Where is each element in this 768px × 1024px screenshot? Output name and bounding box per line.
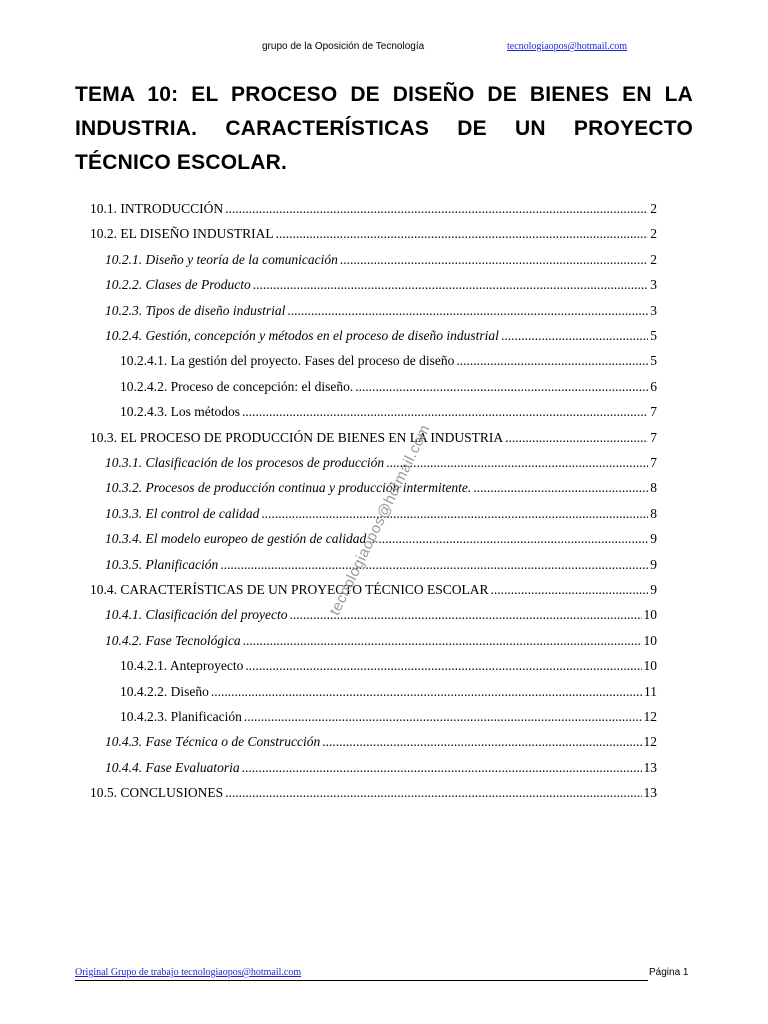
toc-entry-page: 7 — [650, 404, 657, 420]
toc-entry-page: 12 — [643, 734, 657, 750]
toc-entry-page: 7 — [650, 455, 657, 470]
toc-entry-label: 10.4.2.2. Diseño — [120, 683, 209, 699]
toc-dot-leader — [211, 679, 642, 704]
toc-dot-leader — [386, 450, 648, 475]
toc-entry-page: 9 — [650, 531, 657, 547]
toc-entry-page: 5 — [650, 353, 657, 369]
toc-entry-label: 10.2.4.2. Proceso de concepción: el diseño. — [120, 378, 354, 394]
toc-dot-leader — [225, 780, 641, 805]
toc-dot-leader — [242, 399, 648, 424]
toc-entry-label: 10.2.2. Clases de Producto — [105, 277, 251, 293]
toc-entry[interactable] — [105, 450, 657, 475]
toc-dot-leader — [340, 247, 648, 272]
toc-entry[interactable] — [90, 577, 657, 602]
toc-entry[interactable] — [105, 755, 657, 780]
toc-entry-page: 10 — [643, 607, 657, 623]
toc-entry[interactable] — [120, 348, 657, 373]
toc-entry[interactable] — [120, 374, 657, 399]
toc-entry[interactable] — [105, 298, 657, 323]
footer-source-link[interactable]: Original Grupo de trabajo tecnologiaopos@hotmail.com — [75, 967, 302, 978]
toc-entry-page: 13 — [643, 785, 657, 801]
toc-entry-page: 6 — [650, 378, 657, 394]
toc-entry-label: 10.3.2. Procesos de producción continua y producción intermitente. — [105, 480, 472, 496]
toc-entry-page: 9 — [650, 582, 657, 597]
toc-entry[interactable] — [120, 704, 657, 729]
toc-dot-leader — [244, 704, 642, 729]
toc-dot-leader — [473, 475, 648, 500]
toc-dot-leader — [276, 221, 649, 246]
toc-entry[interactable] — [90, 425, 657, 450]
toc-entry[interactable] — [120, 399, 657, 424]
toc-entry-label: 10.5. CONCLUSIONES — [90, 785, 224, 801]
toc-entry-page: 8 — [650, 505, 657, 521]
toc-entry[interactable] — [105, 602, 657, 627]
toc-entry-label: 10.4.1. Clasificación del proyecto — [105, 607, 288, 623]
toc-entry-label: 10.4.2. Fase Tecnológica — [105, 632, 241, 648]
toc-entry-label: 10.4.2.1. Anteproyecto — [120, 658, 244, 674]
toc-dot-leader — [456, 348, 648, 373]
toc-entry[interactable] — [105, 272, 657, 297]
toc-entry-page: 8 — [650, 480, 657, 496]
toc-entry-label: 10.2. EL DISEÑO INDUSTRIAL — [90, 226, 274, 242]
toc-entry-label: 10.4.3. Fase Técnica o de Construcción — [105, 734, 321, 750]
toc-entry-page: 10 — [643, 658, 657, 674]
toc-dot-leader — [287, 298, 648, 323]
document-title: TEMA 10: EL PROCESO DE DISEÑO DE BIENES EN LA INDUSTRIA. CARACTERÍSTICAS DE UN PROYECTO TÉCNICO ESCOLAR. — [75, 83, 693, 174]
toc-entry-page: 5 — [650, 328, 657, 343]
toc-dot-leader — [245, 653, 641, 678]
toc-entry-label: 10.2.1. Diseño y teoría de la comunicación — [105, 251, 338, 267]
toc-entry-label: 10.3.3. El control de calidad — [105, 505, 260, 521]
toc-entry-label: 10.2.4. Gestión, concepción y métodos en el proceso de diseño industrial — [105, 328, 499, 343]
toc-entry-page: 11 — [644, 683, 657, 699]
toc-dot-leader — [491, 577, 649, 602]
toc-entry-page: 9 — [650, 556, 657, 572]
toc-entry-label: 10.2.4.3. Los métodos — [120, 404, 240, 420]
watermark: tecnologiaopos@hotmail.com — [326, 421, 434, 619]
toc-entry-page: 3 — [650, 302, 657, 318]
toc-entry[interactable] — [90, 196, 657, 221]
toc-entry[interactable] — [120, 679, 657, 704]
toc-entry[interactable] — [120, 653, 657, 678]
toc-entry-page: 13 — [643, 759, 657, 775]
toc-entry-page: 2 — [650, 226, 657, 242]
toc-dot-leader — [261, 501, 648, 526]
toc-entry-label: 10.1. INTRODUCCIÓN — [90, 201, 224, 216]
footer-page-number: Página 1 — [649, 967, 689, 978]
toc-entry-label: 10.2.3. Tipos de diseño industrial — [105, 302, 286, 318]
toc-entry[interactable] — [105, 729, 657, 754]
toc-entry-label: 10.3.1. Clasificación de los procesos de producción — [105, 455, 385, 470]
toc-entry-page: 2 — [650, 251, 657, 267]
toc-dot-leader — [322, 729, 641, 754]
toc-entry-page: 3 — [650, 277, 657, 293]
toc-entry-label: 10.2.4.1. La gestión del proyecto. Fases del proceso de diseño — [120, 353, 455, 369]
toc-entry[interactable] — [105, 552, 657, 577]
header-email-link[interactable]: tecnologiaopos@hotmail.com — [507, 41, 628, 52]
toc-entry[interactable] — [90, 221, 657, 246]
toc-dot-leader — [368, 526, 648, 551]
toc-entry-label: 10.4.2.3. Planificación — [120, 709, 242, 724]
toc-entry[interactable] — [90, 780, 657, 805]
toc-dot-leader — [225, 196, 648, 221]
toc-entry-page: 7 — [650, 429, 657, 445]
toc-dot-leader — [505, 425, 648, 450]
toc-entry-label: 10.4.4. Fase Evaluatoria — [105, 759, 240, 775]
toc-entry-label: 10.3.4. El modelo europeo de gestión de calidad — [105, 531, 367, 547]
toc-entry-label: 10.3.5. Planificación — [105, 556, 219, 572]
toc-dot-leader — [243, 628, 642, 653]
toc-dot-leader — [242, 755, 642, 780]
toc-dot-leader — [355, 374, 648, 399]
toc-entry-page: 12 — [643, 709, 657, 724]
footer-rule — [75, 980, 648, 981]
toc-entry-page: 2 — [650, 201, 657, 216]
toc-dot-leader — [253, 272, 649, 297]
toc-entry[interactable] — [105, 323, 657, 348]
toc-dot-leader — [220, 552, 648, 577]
toc-entry[interactable] — [105, 628, 657, 653]
header-group-name: grupo de la Oposición de Tecnología — [262, 41, 425, 52]
toc-entry-page: 10 — [643, 632, 657, 648]
toc-entry-label: 10.3. EL PROCESO DE PRODUCCIÓN DE BIENES EN LA INDUSTRIA — [90, 429, 504, 445]
toc-entry[interactable] — [105, 247, 657, 272]
toc-entry-label: 10.4. CARACTERÍSTICAS DE UN PROYECTO TÉCNICO ESCOLAR — [90, 582, 489, 597]
toc-dot-leader — [501, 323, 648, 348]
